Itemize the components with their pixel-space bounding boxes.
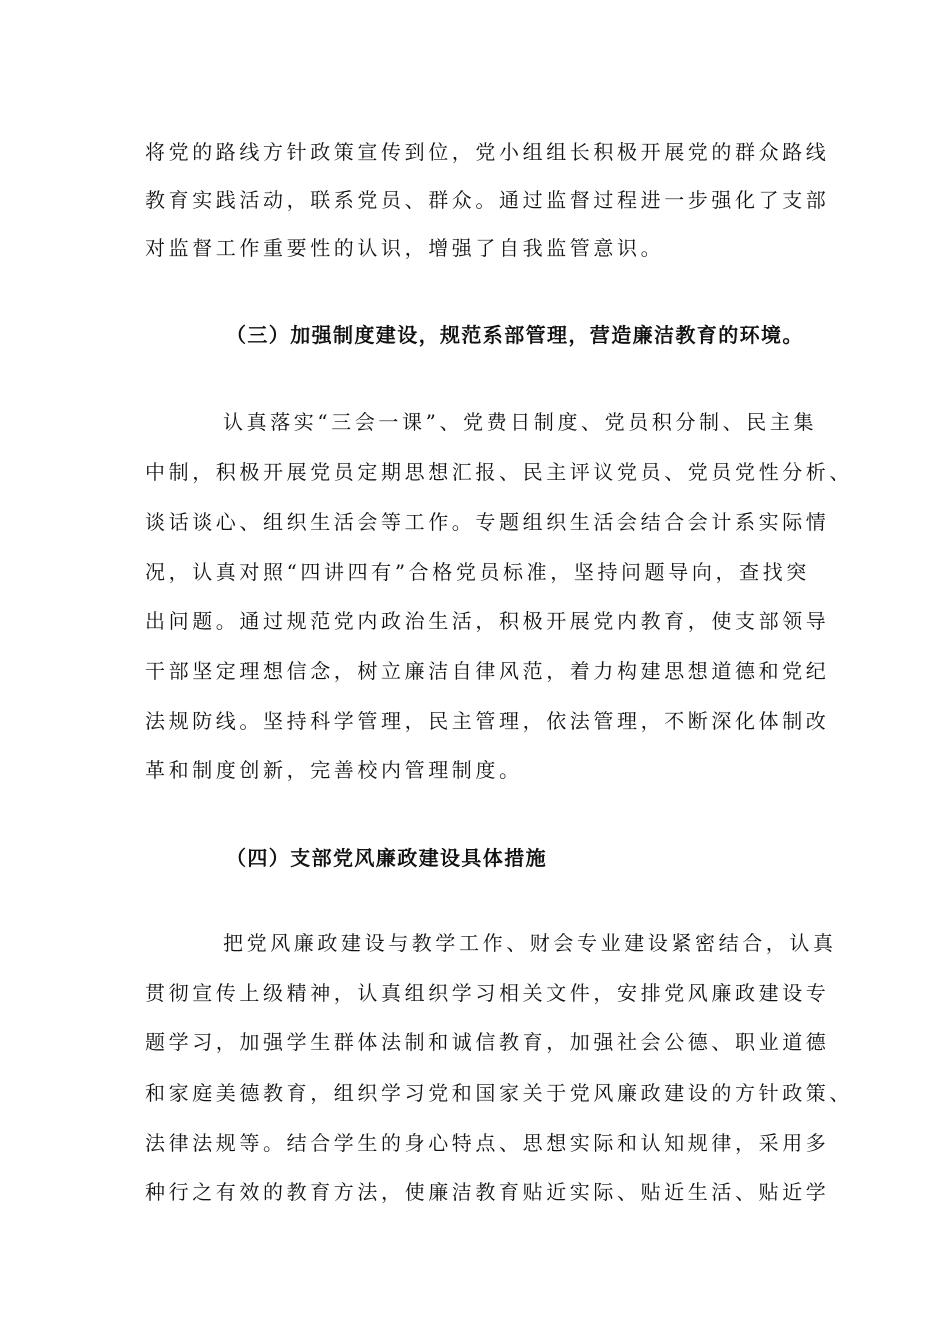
paragraph-1-line-2: 教育实践活动，联系党员、群众。通过监督过程进一步强化了支部 <box>145 188 830 212</box>
paragraph-3-line-4: 和家庭美德教育，组织学习党和国家关于党风廉政建设的方针政策、 <box>145 1081 853 1105</box>
paragraph-3-line-6: 种行之有效的教育方法，使廉洁教育贴近实际、贴近生活、贴近学 <box>145 1180 830 1204</box>
paragraph-3-line-2: 贯彻宣传上级精神，认真组织学习相关文件，安排党风廉政建设专 <box>145 981 830 1005</box>
paragraph-1-line-1: 将党的路线方针政策宣传到位，党小组组长积极开展党的群众路线 <box>145 140 830 164</box>
paragraph-2-line-5: 出问题。通过规范党内政治生活，积极开展党内教育，使支部领导 <box>145 609 830 633</box>
paragraph-2-line-4: 况，认真对照“四讲四有”合格党员标准，坚持问题导向，查找突 <box>145 560 810 584</box>
section-heading-4: （四）支部党风廉政建设具体措施 <box>226 846 547 870</box>
paragraph-2-line-3: 谈话谈心、组织生活会等工作。专题组织生活会结合会计系实际情 <box>145 510 830 534</box>
paragraph-2-line-2: 中制，积极开展党员定期思想汇报、民主评议党员、党员党性分析、 <box>145 460 853 484</box>
paragraph-2-line-1: 认真落实“三会一课”、党费日制度、党员积分制、民主集 <box>223 410 818 434</box>
paragraph-3-line-1: 把党风廉政建设与教学工作、财会专业建设紧密结合，认真 <box>223 931 837 955</box>
paragraph-1-line-3: 对监督工作重要性的认识，增强了自我监管意识。 <box>145 236 665 260</box>
paragraph-2-line-8: 革和制度创新，完善校内管理制度。 <box>145 758 523 782</box>
paragraph-3-line-5: 法律法规等。结合学生的身心特点、思想实际和认知规律，采用多 <box>145 1131 830 1155</box>
paragraph-2-line-7: 法规防线。坚持科学管理，民主管理，依法管理，不断深化体制改 <box>145 709 830 733</box>
paragraph-2-line-6: 干部坚定理想信念，树立廉洁自律风范，着力构建思想道德和党纪 <box>145 659 830 683</box>
section-heading-3: （三）加强制度建设，规范系部管理，营造廉洁教育的环境。 <box>226 323 804 347</box>
paragraph-3-line-3: 题学习，加强学生群体法制和诚信教育，加强社会公德、职业道德 <box>145 1030 830 1054</box>
